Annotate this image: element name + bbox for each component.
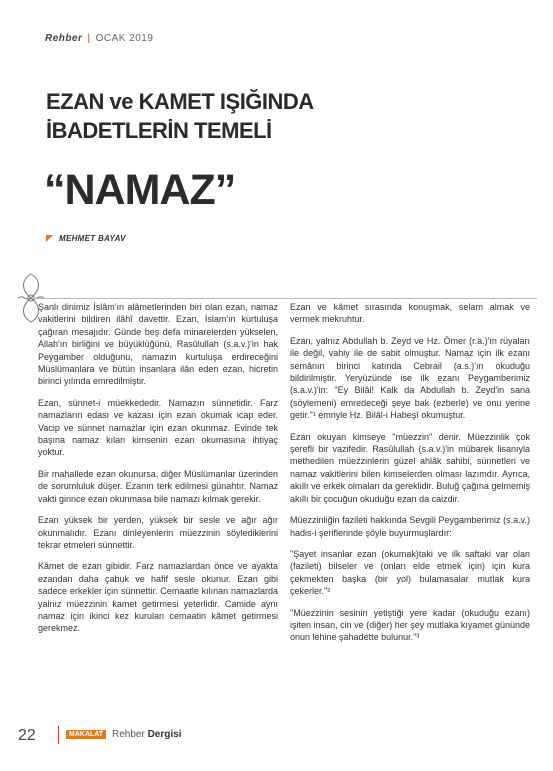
page-footer [18, 724, 538, 748]
magazine-brand: Rehber [45, 33, 83, 44]
title-line-1: EZAN ve KAMET IŞIĞINDA [46, 89, 314, 114]
paragraph: Şanlı dinimiz İslâm'ın alâmetlerinden biri olan ezan, namaz vakitlerini bildiren ilâhî davettir. Ezan, İslam'ın kurtuluşa çağıran mesajıdır. Günde beş defa minarelerden yükselen, Allah'ın birliğini ve büyüklüğünü, Rasûlullah (s.a.v.)'in hak Peygamber olduğunu, namazın kurtuluşa erdireceğini Müslümanlara ve bütün insanlara ilân eden ezan, hicretin birinci yılında emredilmiştir. [38, 302, 278, 387]
magazine-name [112, 729, 181, 740]
article-main-title: “NAMAZ” [44, 166, 236, 214]
magazine-name-part2: Dergisi [147, 729, 182, 740]
author-marker-icon [46, 235, 53, 242]
paragraph: Müezzinliğin fazileti hakkında Sevgili Peygamberimiz (s.a.v.) hadis-i şeriflerinde şöyle buyurmuşlardır: [290, 515, 530, 538]
page-number: 22 [18, 727, 36, 744]
page-header [45, 33, 153, 44]
paragraph: Ezan, sünnet-i müekkededir. Namazın sünnetidir. Farz namazların edası ve kazası için ezan okumak icap eder. Vacip ve sünnet namazlar için ezan okunmaz. Evinde tek başına namaz kılan kimsenin ezan okumasına ihtiyaç yoktur. [38, 397, 278, 458]
issue-label: OCAK 2019 [95, 33, 154, 44]
paragraph: Ezan ve kâmet sırasında konuşmak, selam almak ve vermek mekruhtur. [290, 302, 530, 325]
article-title [46, 87, 314, 145]
title-line-2: İBADETLERİN TEMELİ [46, 118, 272, 143]
author-name: MEHMET BAYAV [59, 234, 126, 243]
paragraph: Ezan yüksek bir yerden, yüksek bir sesle ve ağır ağır okunmalıdır. Ezanı dinleyenlerin müezzinin söylediklerini tekrar etmeleri sünnettir. [38, 515, 278, 550]
text-column-left [38, 301, 278, 644]
hadith-quote: "Şayet insanlar ezan (okumak)taki ve ilk saftaki var olan (fazileti) bilseler ve (onları elde etmek için) için kura çekmekten başka (bir yol) bulamasalar mutlak kura çekerler."² [290, 548, 530, 597]
text-column-right [290, 301, 530, 653]
header-separator: | [87, 33, 91, 44]
magazine-name-part1: Rehber [112, 729, 148, 740]
paragraph: Ezan, yalnız Abdullah b. Zeyd ve Hz. Ömer (r.a.)'ın rüyaları ile değil, vahiy ile de sabit olmuştur. Namaz için ilk ezanı semânın birinci katında Cebrail (a.s.)'ın okuduğu bildirilmiştir. Yeryüzünde ise ilk ezanı Peygamberimiz (s.a.v.)'in: "Ey Bilâl! Kalk da Abdullah b. Zeyd'in sana (söylemeni) emredeceği şeye bak (ezberle) ve onu yerine getir."¹ emriyle Hz. Bilâl-i Habeşî okumuştur. [290, 335, 530, 421]
paragraph: Kâmet de ezan gibidir. Farz namazlardan önce ve ayakta ezandan daha çabuk ve hafif sesle okunur. Ezan gibi sadece erkekler için sünnettir. Cemaatle kılınan namazlarda yalnız müezzinin kamet getirmesi yeterlidir. Camide aynı namaz için ikinci kez kurulan cemaatin kâmet getirmesi gerekmez. [38, 561, 278, 634]
paragraph: Bir mahallede ezan okunursa, diğer Müslümanlar üzerinden de sorumluluk düşer. Ezanın terk edilmesi günahtır. Namaz vakti girince ezan okunmasa bile namazı kılmak gerekir. [38, 468, 278, 504]
hadith-quote: "Müezzinin sesinin yetiştiği yere kadar (okuduğu ezanı) işiten insan, cin ve (diğer) her şey mutlaka kıyamet gününde onun lehine şahadette bulunur."³ [290, 607, 530, 643]
section-tag: MAKALAT [66, 730, 106, 739]
author-byline [46, 234, 126, 243]
header-rule [32, 298, 537, 299]
footer-divider [58, 726, 59, 744]
paragraph: Ezan okuyan kimseye "müezzin" denir. Müezzinlik çok şerefli bir vazifedir. Rasûlullah (s.a.v.)'in mübarek lisanıyla methedilen müezzinlerin güzel ahlâk sahibi, sünnetleri ve namaz vakitlerini bilen kimselerden olması lazımdır. Ayrıca, akıllı ve erkek olmaları da gereklidir. Buluğ çağına gelmemiş akıllı bir çocuğun okuduğu ezan da caizdir. [290, 431, 530, 504]
